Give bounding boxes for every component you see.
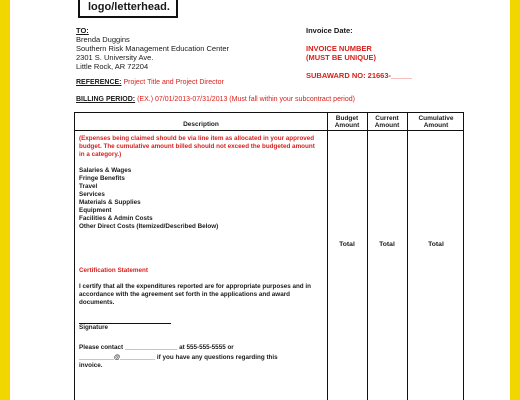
header-description: Description — [183, 121, 219, 128]
invoice-page — [10, 0, 510, 400]
billing-period-value: (EX.) 07/01/2013-07/31/2013 (Must fall within your subcontract period) — [137, 96, 355, 103]
column-divider — [327, 113, 328, 400]
reference-line — [76, 79, 224, 86]
invoice-number-line2: (MUST BE UNIQUE) — [306, 53, 376, 62]
line-item: Equipment — [79, 207, 112, 214]
reference-value: Project Title and Project Director — [123, 79, 224, 86]
invoice-date-label: Invoice Date: — [306, 26, 353, 35]
billing-period-line — [76, 96, 355, 103]
column-divider — [367, 113, 368, 400]
recipient-block — [76, 26, 229, 71]
cumulative-total: Total — [428, 241, 444, 248]
certification-title: Certification Statement — [79, 267, 148, 274]
certification-text: I certify that all the expenditures reported are for appropriate purposes and in accordance with the agreement set forth in the applications and award documents. — [79, 283, 311, 306]
recipient-name: Brenda Duggins — [76, 35, 130, 44]
line-item: Facilities & Admin Costs — [79, 215, 153, 222]
invoice-number-line1: INVOICE NUMBER — [306, 44, 372, 53]
header-divider — [75, 130, 463, 131]
header-budget-line2: Amount — [334, 121, 360, 129]
to-label: TO: — [76, 26, 89, 35]
line-item: Salaries & Wages — [79, 167, 132, 174]
header-cumulative-line1: Cumulative — [418, 114, 454, 122]
recipient-city: Little Rock, AR 72204 — [76, 62, 149, 71]
contact-line-2: __________@__________ if you have any questions regarding this — [79, 354, 278, 361]
subaward-number: SUBAWARD NO: 21663-_____ — [306, 71, 412, 80]
recipient-org: Southern Risk Management Education Center — [76, 44, 230, 53]
current-total: Total — [379, 241, 395, 248]
expense-table — [74, 112, 464, 400]
line-item-instruction: (Expenses being claimed should be via line item as allocated in your approved budget. The cumulative amount billed should not exceed the budgeted amount in a category.) — [79, 135, 315, 158]
header-cumulative-amount — [407, 113, 465, 130]
budget-total: Total — [339, 241, 355, 248]
contact-line-3: invoice. — [79, 362, 103, 369]
header-current-amount — [367, 113, 407, 130]
line-item: Services — [79, 191, 105, 198]
reference-label: REFERENCE: — [76, 79, 122, 86]
header-current-line1: Current — [375, 114, 399, 122]
billing-period-label: BILLING PERIOD: — [76, 96, 136, 103]
line-item: Materials & Supplies — [79, 199, 141, 206]
line-item: Travel — [79, 183, 98, 190]
line-item-list — [79, 167, 319, 231]
line-item: Other Direct Costs (Itemized/Described Below) — [79, 223, 219, 230]
logo-letterhead: logo/letterhead. — [78, 0, 178, 18]
header-budget-amount — [327, 113, 367, 130]
header-cumulative-line2: Amount — [423, 121, 449, 129]
line-item: Fringe Benefits — [79, 175, 125, 182]
column-divider — [407, 113, 408, 400]
header-budget-line1: Budget — [335, 114, 359, 122]
description-cell — [79, 135, 319, 370]
contact-line-1: Please contact _______________ at 555-555-5555 or — [79, 344, 234, 351]
invoice-number-label — [306, 44, 376, 62]
signature-label: Signature — [79, 324, 109, 331]
header-current-line2: Amount — [374, 121, 400, 129]
recipient-street: 2301 S. University Ave. — [76, 53, 154, 62]
